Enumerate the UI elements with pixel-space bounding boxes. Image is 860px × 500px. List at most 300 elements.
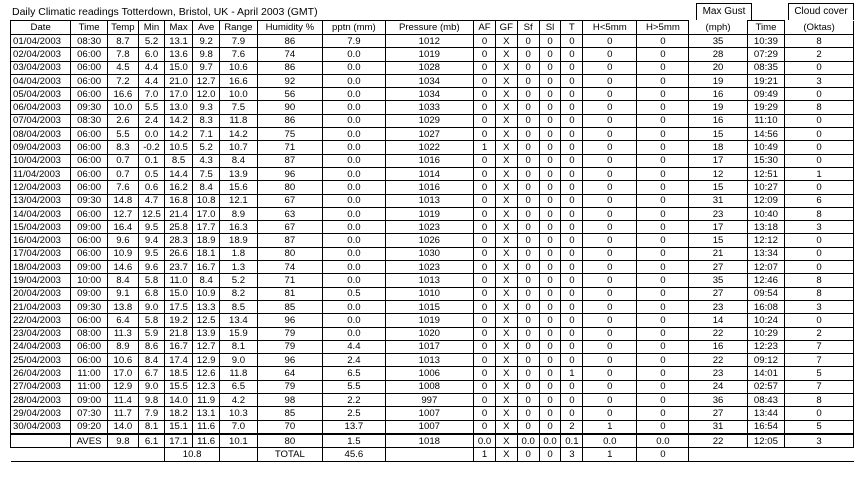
table-cell: 70	[257, 420, 323, 434]
table-cell: 11.6	[193, 420, 220, 434]
table-cell: 17	[689, 154, 747, 167]
table-cell: 01/04/2003	[11, 35, 71, 48]
table-cell: 0	[539, 287, 561, 300]
column-header: Sl	[539, 21, 561, 35]
table-cell: 2.6	[107, 114, 138, 127]
table-cell: X	[495, 48, 517, 61]
table-cell: 10:29	[747, 327, 784, 340]
table-cell: 7.2	[107, 74, 138, 87]
table-cell: 17.0	[107, 367, 138, 380]
table-cell: 0	[637, 221, 689, 234]
table-cell: 19	[689, 74, 747, 87]
table-cell: 13:34	[747, 247, 784, 260]
table-row	[11, 101, 854, 114]
table-cell: 06:00	[71, 74, 107, 87]
table-cell: 0	[583, 234, 637, 247]
table-cell: 16	[689, 114, 747, 127]
table-cell: 27	[689, 407, 747, 420]
table-cell: 0	[637, 407, 689, 420]
table-cell: 0	[474, 380, 496, 393]
table-cell: 0	[561, 327, 583, 340]
table-cell: 8.4	[193, 181, 220, 194]
table-cell: 0	[561, 300, 583, 313]
table-body	[11, 35, 854, 434]
table-cell: 8	[785, 35, 854, 48]
table-cell: 1.8	[220, 247, 257, 260]
table-cell: 0	[539, 128, 561, 141]
table-cell: 08/04/2003	[11, 128, 71, 141]
table-cell: 0.0	[323, 101, 385, 114]
table-cell: 64	[257, 367, 323, 380]
table-cell: 14.2	[165, 114, 193, 127]
table-cell: 16	[689, 88, 747, 101]
table-row	[11, 114, 854, 127]
table-cell: 11.4	[107, 394, 138, 407]
table-cell: 0	[583, 314, 637, 327]
table-cell: 14.8	[107, 194, 138, 207]
table-cell: 0	[637, 314, 689, 327]
aves-cell: 0.0	[517, 434, 539, 448]
table-row	[11, 74, 854, 87]
table-cell: 0	[583, 128, 637, 141]
table-cell: 1	[474, 141, 496, 154]
table-cell: 0	[583, 61, 637, 74]
table-row	[11, 167, 854, 180]
table-cell: 07/04/2003	[11, 114, 71, 127]
column-header: Max	[165, 21, 193, 35]
table-row	[11, 261, 854, 274]
table-cell: 05/04/2003	[11, 88, 71, 101]
table-cell: 12/04/2003	[11, 181, 71, 194]
table-row	[11, 207, 854, 220]
table-cell: 7.0	[220, 420, 257, 434]
header-row	[11, 21, 854, 35]
table-cell: 35	[689, 274, 747, 287]
table-cell: 10.6	[107, 354, 138, 367]
table-cell: 0	[539, 48, 561, 61]
table-cell: 1023	[385, 221, 473, 234]
column-header: pptn (mm)	[323, 21, 385, 35]
table-cell: 0	[637, 48, 689, 61]
table-cell: 06:00	[71, 234, 107, 247]
table-cell: 0	[539, 74, 561, 87]
table-cell: 0.1	[139, 154, 165, 167]
table-cell: 06:00	[71, 61, 107, 74]
table-cell: 8	[785, 394, 854, 407]
table-cell: 1019	[385, 48, 473, 61]
table-cell: 15.5	[165, 380, 193, 393]
table-cell: 0	[474, 74, 496, 87]
table-cell: 0	[539, 327, 561, 340]
table-cell: 13.1	[165, 35, 193, 48]
table-cell: 1	[561, 367, 583, 380]
table-cell: X	[495, 114, 517, 127]
table-cell: 0	[785, 181, 854, 194]
table-cell: 90	[257, 101, 323, 114]
table-cell: 0	[583, 327, 637, 340]
table-cell: 6.8	[139, 287, 165, 300]
table-cell: 0	[517, 207, 539, 220]
table-cell: X	[495, 141, 517, 154]
table-cell: 63	[257, 207, 323, 220]
table-cell: 7	[785, 340, 854, 353]
table-cell: 18.1	[193, 247, 220, 260]
table-cell: 14:01	[747, 367, 784, 380]
table-cell: 09/04/2003	[11, 141, 71, 154]
table-cell: 16.7	[193, 261, 220, 274]
table-cell: 0	[561, 207, 583, 220]
table-cell: 2.5	[323, 407, 385, 420]
table-row	[11, 420, 854, 434]
table-cell: 1027	[385, 128, 473, 141]
table-cell: 0	[583, 354, 637, 367]
table-cell: 4.4	[323, 340, 385, 353]
table-cell: 0	[637, 61, 689, 74]
table-cell: 9.5	[139, 247, 165, 260]
table-cell: 0.0	[323, 314, 385, 327]
table-cell: 30/04/2003	[11, 420, 71, 434]
table-cell: 0	[637, 300, 689, 313]
table-row	[11, 221, 854, 234]
table-cell: 0	[583, 194, 637, 207]
table-cell: 10.9	[107, 247, 138, 260]
table-cell: 13.7	[323, 420, 385, 434]
table-cell: 0.0	[323, 88, 385, 101]
table-cell: 8.3	[193, 114, 220, 127]
table-cell: 12.9	[107, 380, 138, 393]
table-cell: 0	[474, 287, 496, 300]
table-cell: 10/04/2003	[11, 154, 71, 167]
table-cell: 87	[257, 154, 323, 167]
column-header: Min	[139, 21, 165, 35]
table-cell: 0	[474, 114, 496, 127]
table-cell: 1015	[385, 300, 473, 313]
table-cell: 0	[474, 167, 496, 180]
table-cell: 0	[474, 340, 496, 353]
table-cell: 17.0	[165, 88, 193, 101]
table-cell: 13.9	[193, 327, 220, 340]
table-cell: 4.4	[139, 74, 165, 87]
column-header: AF	[474, 21, 496, 35]
table-cell: 27	[689, 287, 747, 300]
aves-cell: 80	[257, 434, 323, 448]
table-cell: 11:00	[71, 380, 107, 393]
table-cell: 0	[517, 167, 539, 180]
table-cell: 10.6	[220, 61, 257, 74]
table-cell: 74	[257, 48, 323, 61]
table-cell: 7.0	[139, 88, 165, 101]
table-cell: 0	[539, 314, 561, 327]
table-cell: 4.5	[107, 61, 138, 74]
table-cell: 09:54	[747, 287, 784, 300]
table-cell: 0	[517, 247, 539, 260]
table-cell: 9.2	[193, 35, 220, 48]
table-cell: 0	[583, 35, 637, 48]
table-cell: 16/04/2003	[11, 234, 71, 247]
table-cell: 0	[474, 128, 496, 141]
table-cell: 0.0	[323, 194, 385, 207]
table-cell: 17.0	[193, 207, 220, 220]
table-cell: 28.3	[165, 234, 193, 247]
aves-cell: 0.0	[539, 434, 561, 448]
table-cell: 0	[583, 114, 637, 127]
table-cell: 13.1	[193, 407, 220, 420]
aves-cell: 17.1	[165, 434, 193, 448]
table-cell: 75	[257, 128, 323, 141]
table-cell: 0	[539, 380, 561, 393]
table-cell: 0	[539, 101, 561, 114]
table-cell: 10.0	[220, 88, 257, 101]
table-cell: 86	[257, 35, 323, 48]
table-cell: 09:00	[71, 221, 107, 234]
table-cell: 1019	[385, 314, 473, 327]
table-cell: 9.8	[139, 394, 165, 407]
table-cell: 10:40	[747, 207, 784, 220]
table-cell: 10.5	[165, 141, 193, 154]
aves-cell	[11, 434, 71, 448]
table-cell: 0	[561, 394, 583, 407]
table-cell: 0	[583, 101, 637, 114]
table-cell: 9.6	[139, 261, 165, 274]
table-cell: 1019	[385, 207, 473, 220]
table-cell: 0.0	[323, 300, 385, 313]
table-cell: 0	[785, 314, 854, 327]
table-cell: X	[495, 221, 517, 234]
column-header: Time	[71, 21, 107, 35]
table-cell: 0	[474, 35, 496, 48]
table-cell: 87	[257, 234, 323, 247]
table-cell: 13.8	[107, 300, 138, 313]
table-cell: 22/04/2003	[11, 314, 71, 327]
table-cell: 0	[517, 314, 539, 327]
table-cell: 14.2	[165, 128, 193, 141]
table-cell: 12:46	[747, 274, 784, 287]
table-cell: X	[495, 380, 517, 393]
table-cell: 7.5	[220, 101, 257, 114]
table-cell: 79	[257, 380, 323, 393]
table-cell: 0	[474, 154, 496, 167]
column-header: Time	[747, 21, 784, 35]
table-cell: 7.9	[220, 35, 257, 48]
table-cell: 3	[785, 300, 854, 313]
table-cell: 7.9	[139, 407, 165, 420]
table-cell: 21.4	[165, 207, 193, 220]
table-cell: 11:10	[747, 114, 784, 127]
table-cell: 14/04/2003	[11, 207, 71, 220]
table-cell: 0	[637, 141, 689, 154]
table-cell: 0	[637, 74, 689, 87]
table-cell: 79	[257, 340, 323, 353]
table-cell: 0.0	[323, 114, 385, 127]
table-cell: 15.6	[220, 181, 257, 194]
table-cell: 18.2	[165, 407, 193, 420]
table-cell: 0	[539, 367, 561, 380]
table-cell: 08:43	[747, 394, 784, 407]
table-cell: 0	[474, 394, 496, 407]
table-cell: 16.3	[220, 221, 257, 234]
table-cell: 13.0	[165, 101, 193, 114]
table-cell: 8.1	[139, 420, 165, 434]
table-cell: 15.1	[165, 420, 193, 434]
table-cell: 0.7	[107, 154, 138, 167]
table-cell: 0.0	[323, 154, 385, 167]
table-cell: 11:00	[71, 367, 107, 380]
table-cell: 25/04/2003	[11, 354, 71, 367]
table-cell: 0	[637, 247, 689, 260]
table-cell: X	[495, 354, 517, 367]
aves-cell: 1.5	[323, 434, 385, 448]
table-cell: 8.7	[107, 35, 138, 48]
column-header: GF	[495, 21, 517, 35]
table-cell: X	[495, 340, 517, 353]
table-cell: 6.0	[139, 48, 165, 61]
table-row	[11, 181, 854, 194]
table-cell: 16.6	[107, 88, 138, 101]
table-cell: 31	[689, 420, 747, 434]
table-cell: 8	[785, 101, 854, 114]
aves-cell: 11.6	[193, 434, 220, 448]
table-cell: 71	[257, 141, 323, 154]
table-cell: 12.0	[193, 88, 220, 101]
table-cell: 6.5	[323, 367, 385, 380]
table-cell: X	[495, 181, 517, 194]
table-cell: 1013	[385, 354, 473, 367]
table-cell: 67	[257, 194, 323, 207]
table-cell: 06:00	[71, 314, 107, 327]
table-cell: 0.0	[323, 48, 385, 61]
table-cell: 16	[689, 340, 747, 353]
table-cell: X	[495, 274, 517, 287]
table-cell: 09:00	[71, 261, 107, 274]
table-cell: 0	[539, 88, 561, 101]
table-cell: 92	[257, 74, 323, 87]
table-cell: X	[495, 234, 517, 247]
table-cell: 1012	[385, 35, 473, 48]
table-cell: 7.5	[193, 167, 220, 180]
table-cell: 06:00	[71, 167, 107, 180]
column-header: Humidity %	[257, 21, 323, 35]
table-cell: 12.3	[193, 380, 220, 393]
table-cell: 14.6	[107, 261, 138, 274]
table-cell: 7	[785, 354, 854, 367]
table-cell: 0	[474, 88, 496, 101]
table-cell: 0	[539, 114, 561, 127]
table-cell: 7.9	[323, 35, 385, 48]
table-cell: 0.5	[323, 287, 385, 300]
table-cell: 02/04/2003	[11, 48, 71, 61]
table-cell: 5.5	[323, 380, 385, 393]
table-cell: 5.9	[139, 327, 165, 340]
table-cell: 85	[257, 407, 323, 420]
aves-cell: 0.0	[474, 434, 496, 448]
table-cell: 1022	[385, 141, 473, 154]
table-cell: 06:00	[71, 181, 107, 194]
table-cell: 0	[637, 340, 689, 353]
table-cell: 0	[539, 35, 561, 48]
table-cell: 16.6	[220, 74, 257, 87]
table-cell: 0	[539, 141, 561, 154]
table-cell: 0.0	[323, 167, 385, 180]
table-cell: 09:00	[71, 287, 107, 300]
table-cell: 18.9	[220, 234, 257, 247]
table-cell: 0	[561, 181, 583, 194]
table-cell: 1014	[385, 167, 473, 180]
table-cell: 3	[785, 221, 854, 234]
averages-row	[11, 434, 854, 448]
table-cell: 19	[689, 101, 747, 114]
table-cell: 1006	[385, 367, 473, 380]
table-row	[11, 141, 854, 154]
table-cell: 13:18	[747, 221, 784, 234]
table-cell: 12.7	[193, 74, 220, 87]
table-cell: 06:00	[71, 141, 107, 154]
table-cell: 11.7	[107, 407, 138, 420]
table-cell: 0	[637, 167, 689, 180]
table-cell: 1013	[385, 194, 473, 207]
table-cell: 0	[539, 207, 561, 220]
table-cell: 1029	[385, 114, 473, 127]
table-cell: 0	[583, 141, 637, 154]
table-cell: 7.6	[220, 48, 257, 61]
table-cell: 10:27	[747, 181, 784, 194]
table-cell: 23.7	[165, 261, 193, 274]
table-cell: 17.4	[165, 354, 193, 367]
table-cell: 14.0	[165, 394, 193, 407]
table-cell: 0	[583, 274, 637, 287]
table-cell: 0	[583, 88, 637, 101]
table-cell: 0.0	[323, 74, 385, 87]
table-cell: 0	[561, 314, 583, 327]
table-row	[11, 35, 854, 48]
blank-cell	[139, 448, 165, 461]
table-cell: 0	[474, 300, 496, 313]
table-cell: 0	[637, 207, 689, 220]
table-cell: 07:29	[747, 48, 784, 61]
table-cell: 0	[637, 154, 689, 167]
table-cell: 13.4	[220, 314, 257, 327]
table-cell: X	[495, 314, 517, 327]
table-cell: 4.3	[193, 154, 220, 167]
table-cell: 0.0	[139, 128, 165, 141]
table-cell: 22	[689, 354, 747, 367]
table-cell: 17	[689, 221, 747, 234]
table-cell: 0	[517, 101, 539, 114]
table-cell: 0.0	[323, 221, 385, 234]
table-cell: 09:30	[71, 194, 107, 207]
table-cell: 1.3	[220, 261, 257, 274]
table-cell: 0	[474, 207, 496, 220]
table-cell: 1007	[385, 420, 473, 434]
aves-cell: 10.1	[220, 434, 257, 448]
table-cell: 0	[517, 141, 539, 154]
table-cell: 0.0	[323, 181, 385, 194]
table-cell: 15	[689, 234, 747, 247]
climate-sheet	[10, 3, 854, 462]
table-cell: 18.5	[165, 367, 193, 380]
table-cell: 0	[785, 128, 854, 141]
table-cell: 0	[539, 247, 561, 260]
table-row	[11, 340, 854, 353]
table-cell: 12:51	[747, 167, 784, 180]
column-header: T	[561, 21, 583, 35]
table-cell: 9.0	[220, 354, 257, 367]
table-cell: 14.4	[165, 167, 193, 180]
table-cell: 15.9	[220, 327, 257, 340]
table-cell: 0	[517, 394, 539, 407]
column-header: H>5mm	[637, 21, 689, 35]
column-header: Pressure (mb)	[385, 21, 473, 35]
table-cell: 7.8	[107, 48, 138, 61]
